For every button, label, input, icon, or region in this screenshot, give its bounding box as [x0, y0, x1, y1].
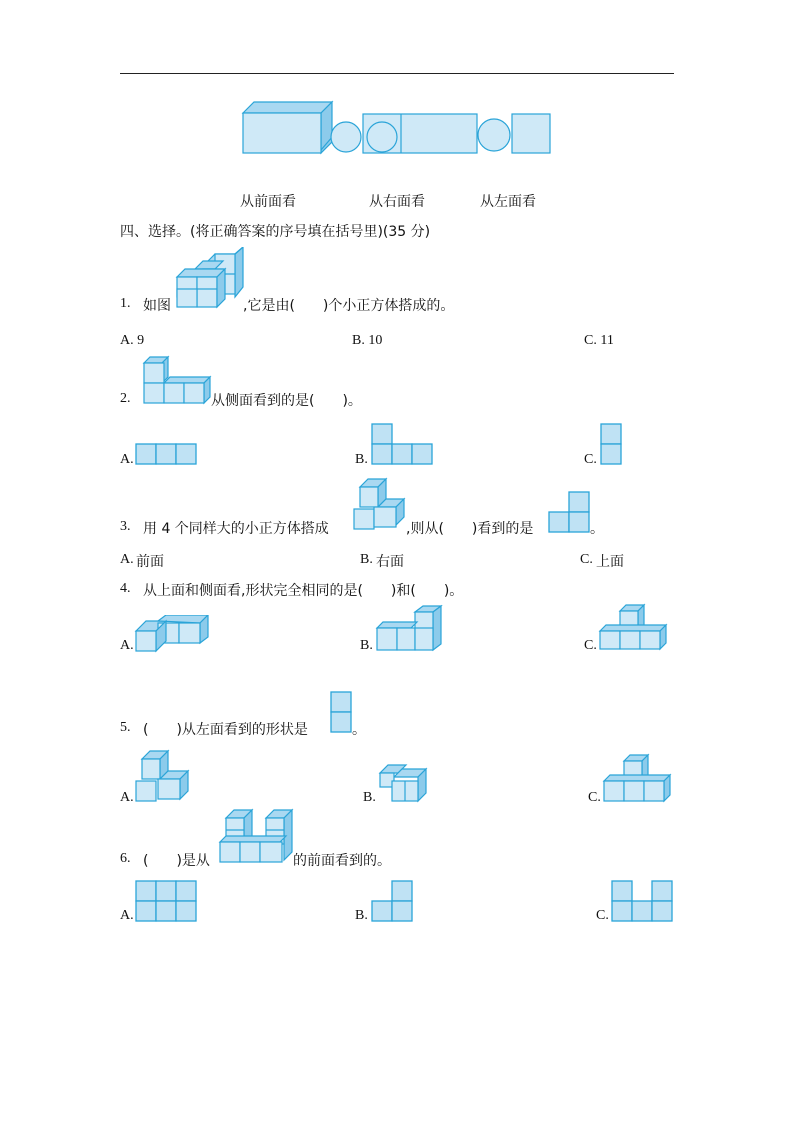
q1-option-c[interactable]: C. 11: [584, 333, 614, 348]
q2-number: 2.: [120, 391, 131, 406]
q6-number: 6.: [120, 851, 131, 866]
q6-option-a[interactable]: A.: [120, 908, 134, 923]
q5-text-end: 。: [352, 722, 366, 738]
q4-number: 4.: [120, 581, 131, 596]
q2-option-b-figure: [371, 423, 433, 465]
q4-option-a[interactable]: A.: [120, 638, 134, 653]
q5-view-figure: [330, 691, 354, 735]
q6-text-pre: ( )是从: [143, 853, 210, 869]
q3-option-a-text[interactable]: 前面: [136, 554, 164, 570]
q4-option-c[interactable]: C.: [584, 638, 597, 653]
q3-option-b-text[interactable]: 右面: [376, 554, 404, 570]
q6-option-c-figure: [611, 880, 673, 922]
q2-option-c-figure: [600, 423, 622, 465]
views-figure: [240, 98, 556, 158]
q3-option-b-label[interactable]: B.: [360, 552, 373, 567]
q2-cube-figure: [142, 355, 212, 405]
q5-option-b[interactable]: B.: [363, 790, 376, 805]
q2-option-a[interactable]: A.: [120, 452, 134, 467]
q6-option-c[interactable]: C.: [596, 908, 609, 923]
q6-cube-figure: [218, 808, 296, 866]
q3-text-pre: 用 4 个同样大的小正方体搭成: [143, 521, 329, 537]
q3-option-a-label[interactable]: A.: [120, 552, 134, 567]
q2-option-a-figure: [135, 443, 197, 465]
q5-number: 5.: [120, 720, 131, 735]
q2-option-b[interactable]: B.: [355, 452, 368, 467]
q5-option-c[interactable]: C.: [588, 790, 601, 805]
q1-option-a[interactable]: A. 9: [120, 333, 145, 348]
q1-option-b[interactable]: B. 10: [352, 333, 383, 348]
q3-cube-figure: [352, 477, 408, 533]
q4-option-b[interactable]: B.: [360, 638, 373, 653]
q5-option-a[interactable]: A.: [120, 790, 134, 805]
q3-view-figure: [548, 491, 590, 533]
q5-text-pre: ( )从左面看到的形状是: [143, 722, 308, 738]
q3-option-c-text[interactable]: 上面: [596, 554, 624, 570]
q1-number: 1.: [120, 296, 131, 311]
q6-text-post: 的前面看到的。: [293, 853, 391, 869]
q1-cube-figure: [175, 247, 245, 309]
q3-text-end: 。: [590, 521, 604, 537]
q3-number: 3.: [120, 519, 131, 534]
q3-text-post: ,则从( )看到的是: [406, 521, 534, 537]
q6-option-b-figure: [371, 880, 413, 922]
q4-option-b-figure: [375, 604, 443, 652]
q1-text-post: ,它是由( )个小正方体搭成的。: [243, 298, 455, 314]
q2-option-c[interactable]: C.: [584, 452, 597, 467]
q5-option-a-figure: [134, 749, 192, 805]
q4-option-c-figure: [598, 603, 668, 651]
q6-option-b[interactable]: B.: [355, 908, 368, 923]
q5-option-b-figure: [378, 763, 430, 805]
section-title: 四、选择。(将正确答案的序号填在括号里)(35 分): [120, 224, 431, 240]
view-label-right: 从右面看: [369, 194, 425, 210]
q5-option-c-figure: [602, 753, 672, 803]
view-label-left: 从左面看: [480, 194, 536, 210]
q3-option-c-label[interactable]: C.: [580, 552, 593, 567]
q2-text-post: 从侧面看到的是( )。: [211, 393, 362, 409]
q4-option-a-figure: [134, 615, 212, 653]
q1-text-pre: 如图: [143, 298, 171, 314]
q6-option-a-figure: [135, 880, 197, 922]
header-rule: [120, 73, 674, 74]
q4-text: 从上面和侧面看,形状完全相同的是( )和( )。: [143, 583, 464, 599]
view-label-front: 从前面看: [240, 194, 296, 210]
